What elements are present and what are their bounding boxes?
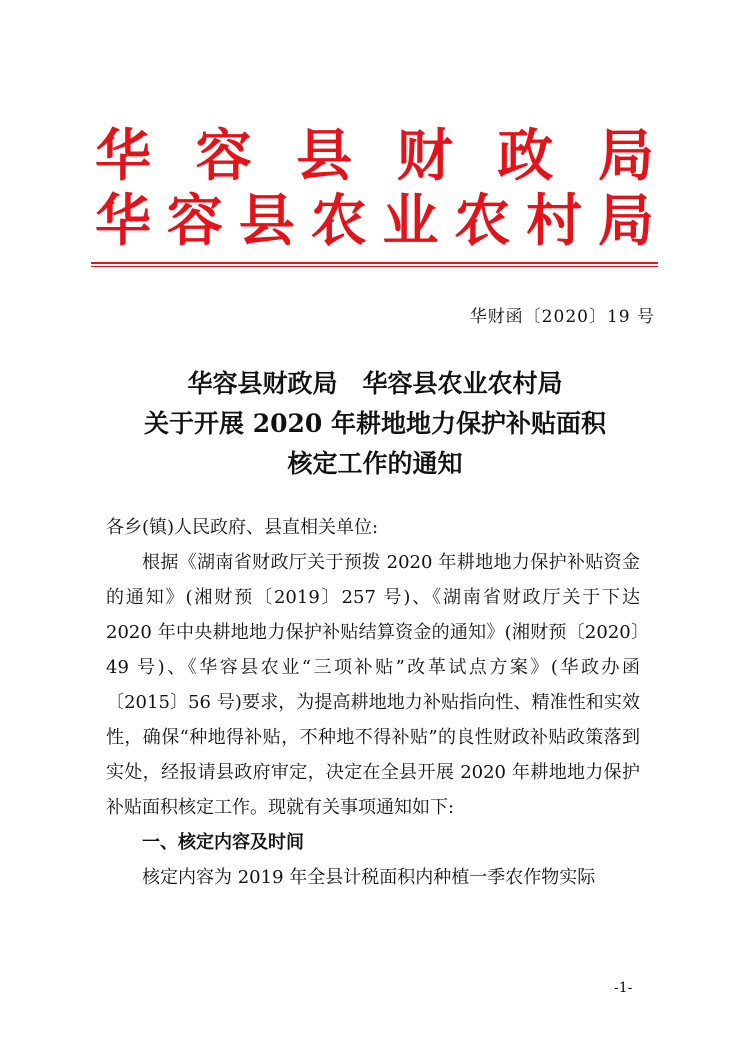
issuer-header-agriculture-bureau: 华容县农业农村局 <box>95 188 656 254</box>
title-line-3: 核定工作的通知 <box>287 449 463 478</box>
document-number: 华财函〔2020〕19 号 <box>469 307 655 327</box>
page-number: -1- <box>614 980 633 996</box>
section-text: 核定内容为 2019 年全县计税面积内种植一季农作物实际 <box>142 867 596 888</box>
section-heading: 一、核定内容及时间 <box>142 832 304 853</box>
title-line-1: 华容县财政局 华容县农业农村局 <box>187 369 563 398</box>
salutation: 各乡(镇)人民政府、县直相关单位: <box>106 517 379 538</box>
red-divider-thin <box>91 266 658 267</box>
red-divider-thick <box>91 262 658 264</box>
body-paragraph: 根据《湖南省财政厅关于预拨 2020 年耕地地力保护补贴资金的通知》(湘财预〔2019〕257 号)、《湖南省财政厅关于下达 2020 年中央耕地地力保护补贴结算资金的通知》(湘财预〔2020〕49 号)、《华容县农业“三项补贴”改革试点方案》(华政办函〔2015〕56 号)要求，为提高耕地地力补贴指向性、精准性和实效性，确保“种地得补贴，不种地不得补贴”的良性财政补贴政策落到实处，经报请县政府审定，决定在全县开展 2020 年耕地地力保护补贴面积核定工作。现就有关事项通知如下: <box>106 552 640 818</box>
document-body <box>106 510 640 895</box>
issuer-header-finance-bureau: 华 容 县 财 政 局 <box>95 123 656 189</box>
title-line-2: 关于开展 2020 年耕地地力保护补贴面积 <box>144 409 606 438</box>
